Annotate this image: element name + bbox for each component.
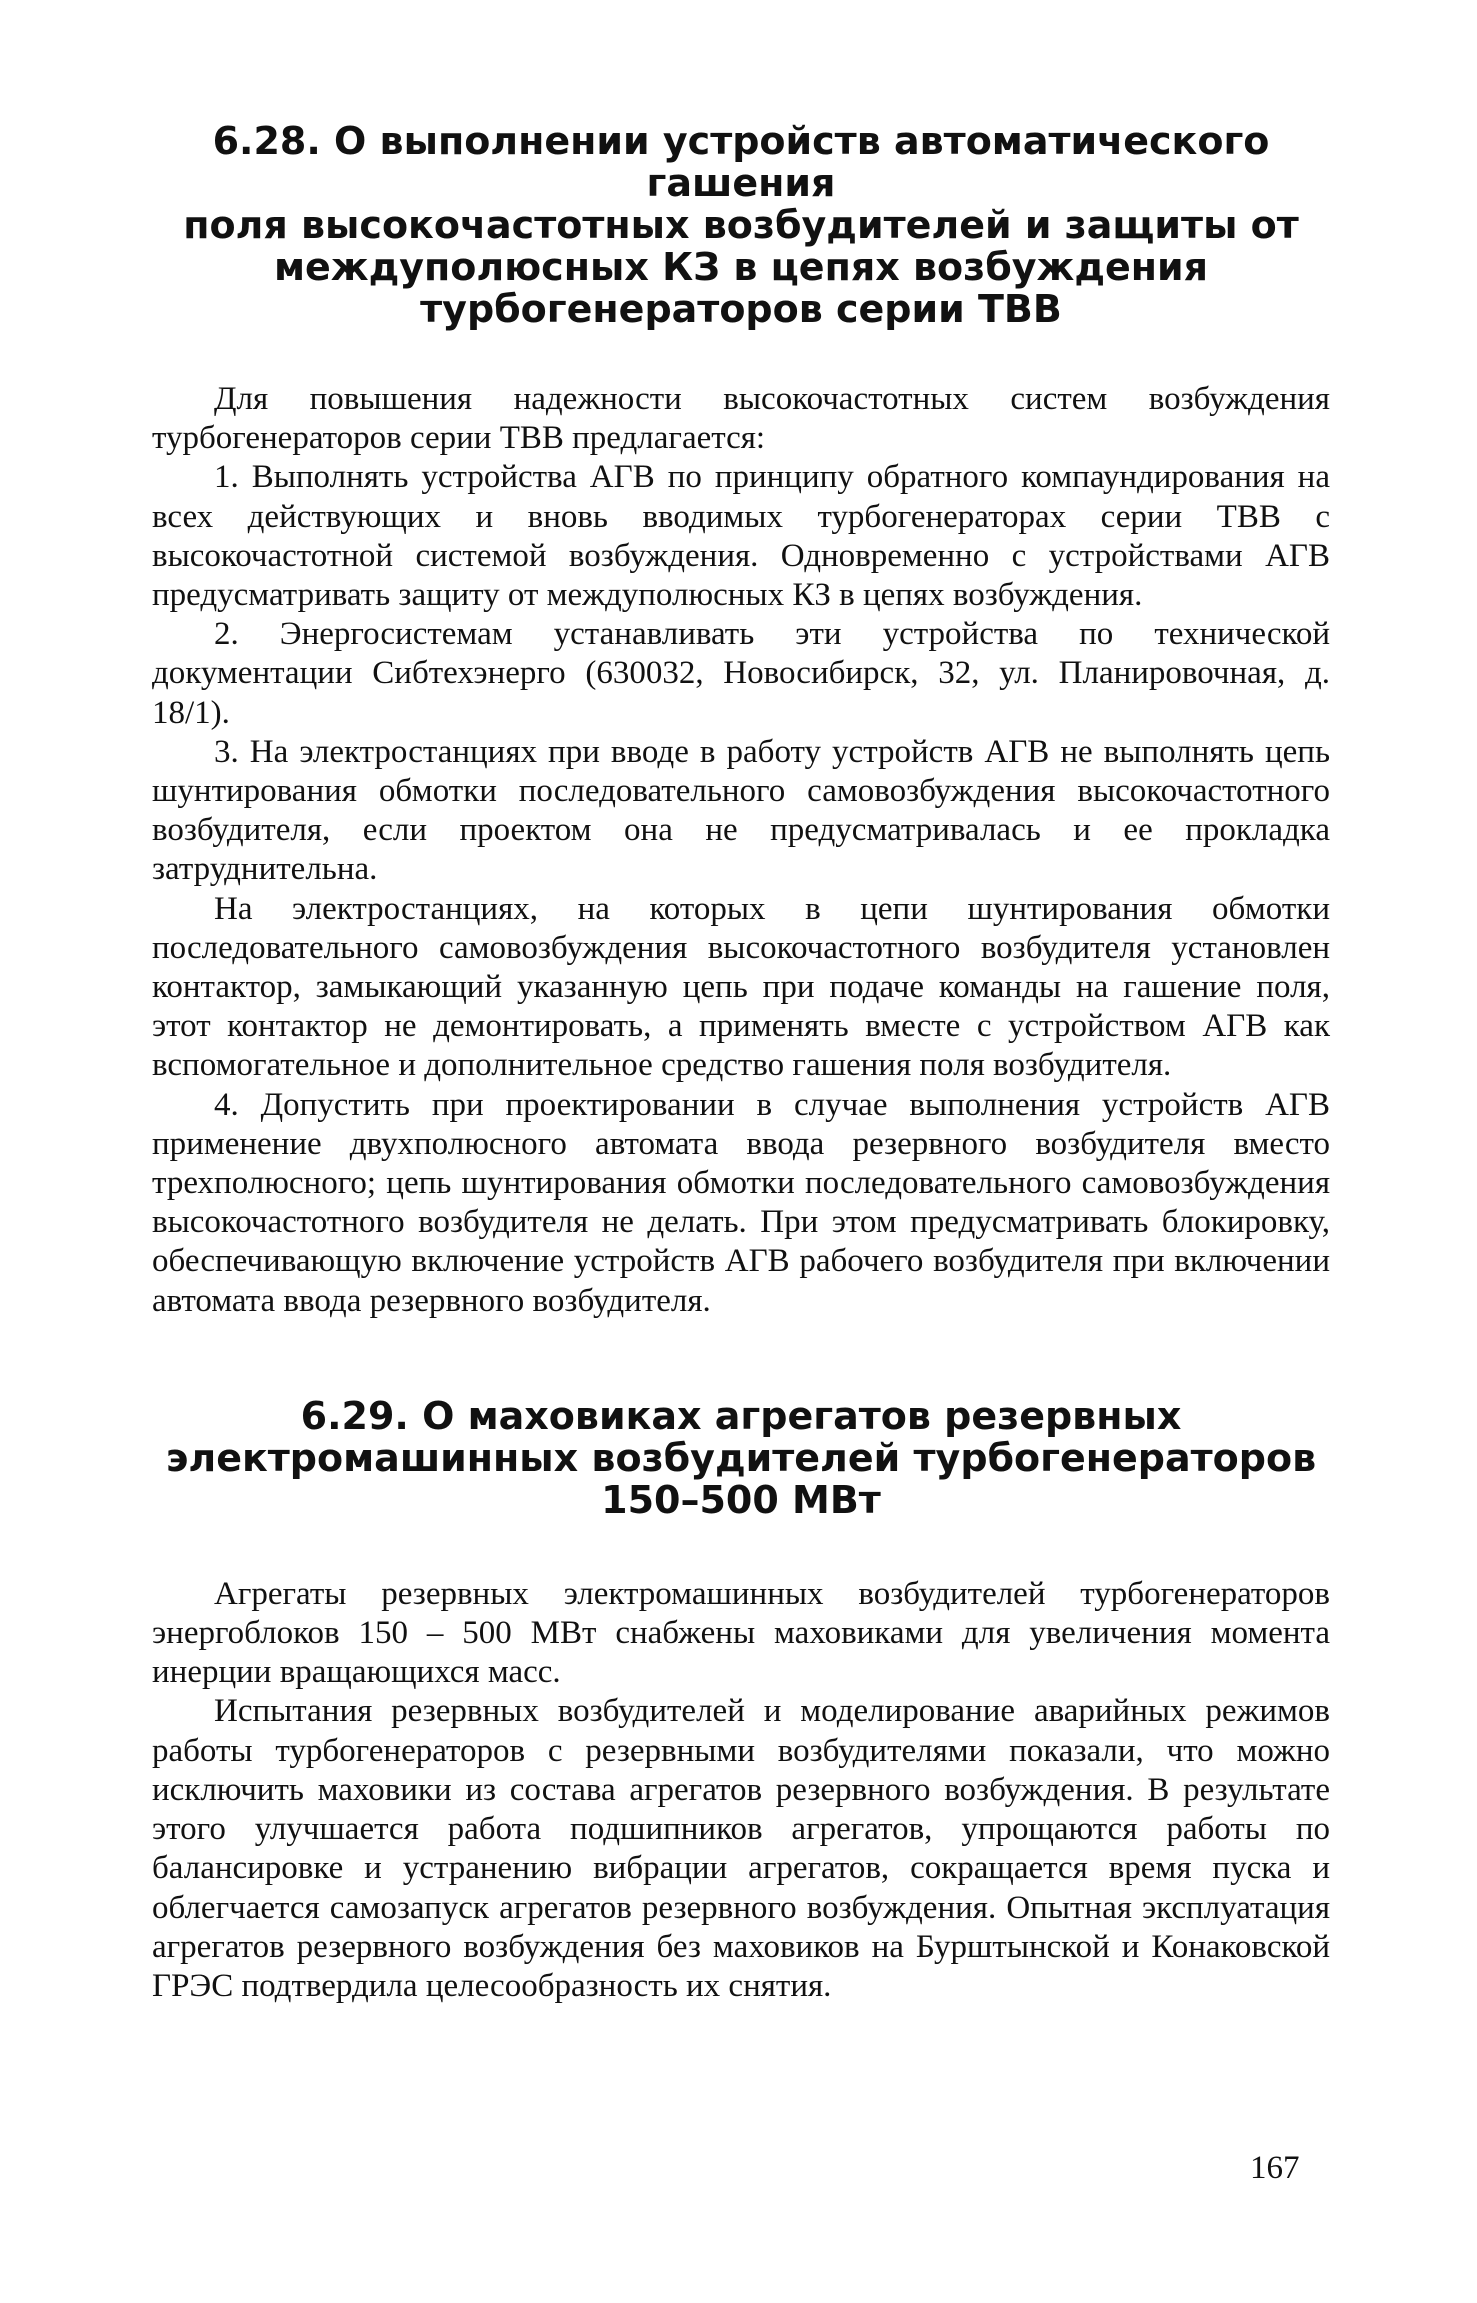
flywheel-intro-paragraph: Агрегаты резервных электромашинных возбудителей турбогенераторов энергоблоков 150 – 500 МВт снабжены маховиками для увеличения момента инерции вращающихся масс. (152, 1575, 1330, 1691)
heading-line: 6.29. О маховиках агрегатов резервных (300, 1393, 1182, 1438)
section-6-29-heading (152, 1395, 1330, 1521)
item-2-paragraph: 2. Энергосистемам устанавливать эти устройства по технической документации Сибтехэнерго (630032, Новосибирск, 32, ул. Планировочная, д. 18/1). (152, 616, 1330, 731)
item-1-paragraph: 1. Выполнять устройства АГВ по принципу обратного компаундирования на всех действующих и вновь вводимых турбогенераторах серии ТВВ с высокочастотной системой возбуждения. Одновременно с устройствами АГВ предусматривать защиту от междуполюсных КЗ в цепях возбуждения. (152, 459, 1330, 614)
intro-paragraph: Для повышения надежности высокочастотных систем возбуждения турбогенераторов серии ТВВ предлагается: (152, 381, 1330, 457)
heading-line: поля высокочастотных возбудителей и защиты от (183, 203, 1299, 247)
heading-line: 6.28. О выполнении устройств автоматического гашения (212, 119, 1270, 205)
heading-line: турбогенераторов серии ТВВ (420, 287, 1062, 331)
page-content (152, 120, 1330, 2006)
contactor-paragraph: На электростанциях, на которых в цепи шунтирования обмотки последовательного самовозбуждения высокочастотного возбудителя установлен контактор, замыкающий указанную цепь при подаче команды на гашение поля, этот контактор не демонтировать, а применять вместе с устройством АГВ как вспомогательное и дополнительное средство гашения поля возбудителя. (152, 890, 1330, 1084)
item-4-paragraph: 4. Допустить при проектировании в случае выполнения устройств АГВ применение двухполюсного автомата ввода резервного возбудителя вместо трехполюсного; цепь шунтирования обмотки последовательного самовозбуждения высокочастотного возбудителя не делать. При этом предусматривать блокировку, обеспечивающую включение устройств АГВ рабочего возбудителя при включении автомата ввода резервного возбудителя. (152, 1086, 1330, 1319)
page-number: 167 (1250, 2150, 1300, 2186)
heading-line: междуполюсных КЗ в цепях возбуждения (273, 245, 1209, 289)
item-3-paragraph: 3. На электростанциях при вводе в работу устройств АГВ не выполнять цепь шунтирования обмотки последовательного самовозбуждения высокочастотного возбудителя, если проектом она не предусматривалась и ее прокладка затруднительна. (152, 733, 1330, 888)
heading-line: электромашинных возбудителей турбогенераторов (165, 1435, 1317, 1480)
section-6-28-heading (152, 120, 1330, 330)
flywheel-tests-paragraph: Испытания резервных возбудителей и моделирование аварийных режимов работы турбогенераторов с резервными возбудителями показали, что можно исключить маховики из состава агрегатов резервного возбуждения. В результате этого улучшается работа подшипников агрегатов, упрощаются работы по балансировке и устранению вибрации агрегатов, сокращается время пуска и облегчается самозапуск агрегатов резервного возбуждения. Опытная эксплуатация агрегатов резервного возбуждения без маховиков на Бурштынской и Конаковской ГРЭС подтвердила целесообразность их снятия. (152, 1693, 1330, 2004)
heading-line: 150–500 МВт (601, 1477, 881, 1522)
